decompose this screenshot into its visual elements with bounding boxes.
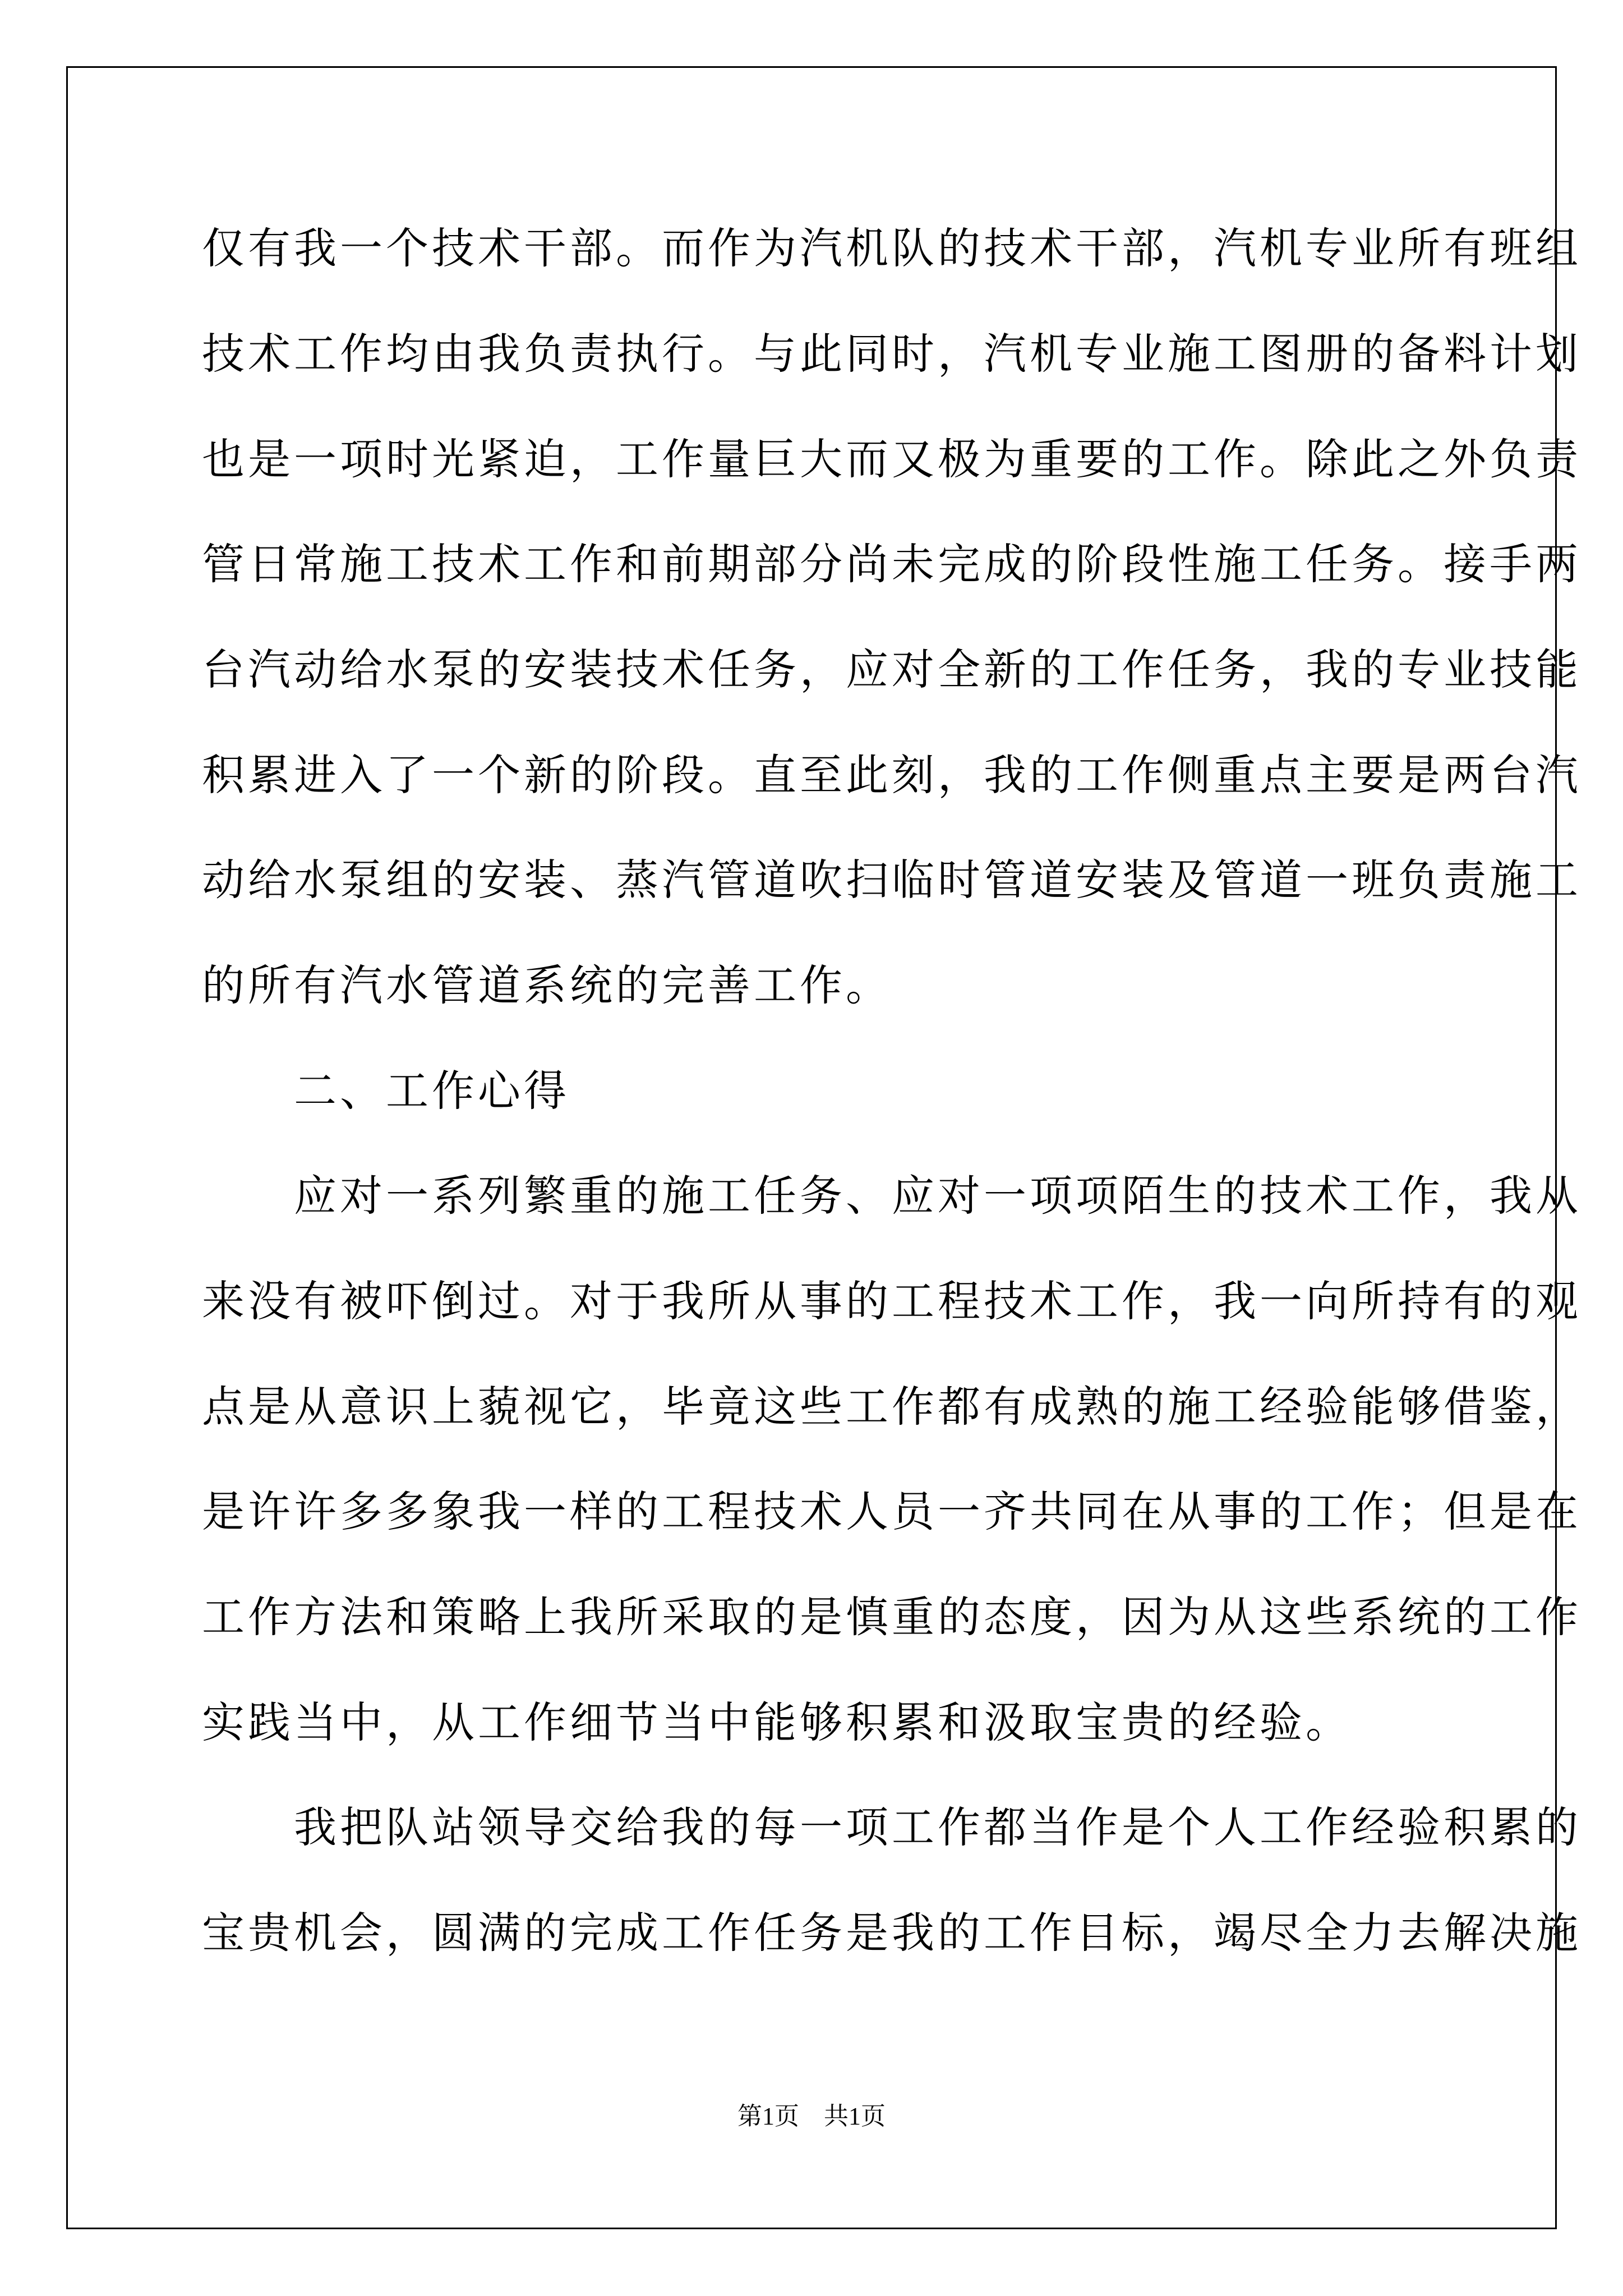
text-line: 台汽动给水泵的安装技术任务，应对全新的工作任务，我的专业技能 [202,645,1581,694]
text-line: 点是从意识上藐视它，毕竟这些工作都有成熟的施工经验能够借鉴， [202,1382,1581,1432]
page-border [66,66,1557,2229]
text-line: 动给水泵组的安装、蒸汽管道吹扫临时管道安装及管道一班负责施工 [202,855,1581,905]
text-line: 积累进入了一个新的阶段。直至此刻，我的工作侧重点主要是两台汽 [202,750,1581,800]
text-line: 也是一项时光紧迫，工作量巨大而又极为重要的工作。除此之外负责 [202,434,1581,484]
text-line: 我把队站领导交给我的每一项工作都当作是个人工作经验积累的 [202,1802,1581,1852]
section-heading: 二、工作心得 [202,1066,570,1116]
text-line: 管日常施工技术工作和前期部分尚未完成的阶段性施工任务。接手两 [202,539,1581,589]
text-line: 技术工作均由我负责执行。与此同时，汽机专业施工图册的备料计划 [202,329,1581,379]
page-footer: 第1页 共1页 [737,2102,886,2130]
text-line: 应对一系列繁重的施工任务、应对一项项陌生的技术工作，我从 [202,1171,1581,1221]
text-line: 宝贵机会，圆满的完成工作任务是我的工作目标，竭尽全力去解决施 [202,1908,1581,1958]
text-line: 是许许多多象我一样的工程技术人员一齐共同在从事的工作；但是在 [202,1487,1581,1536]
text-line: 来没有被吓倒过。对于我所从事的工程技术工作，我一向所持有的观 [202,1276,1581,1326]
text-line: 工作方法和策略上我所采取的是慎重的态度，因为从这些系统的工作 [202,1592,1581,1642]
text-line: 仅有我一个技术干部。而作为汽机队的技术干部，汽机专业所有班组 [202,223,1581,273]
text-line: 的所有汽水管道系统的完善工作。 [202,960,892,1010]
text-line: 实践当中，从工作细节当中能够积累和汲取宝贵的经验。 [202,1697,1352,1747]
